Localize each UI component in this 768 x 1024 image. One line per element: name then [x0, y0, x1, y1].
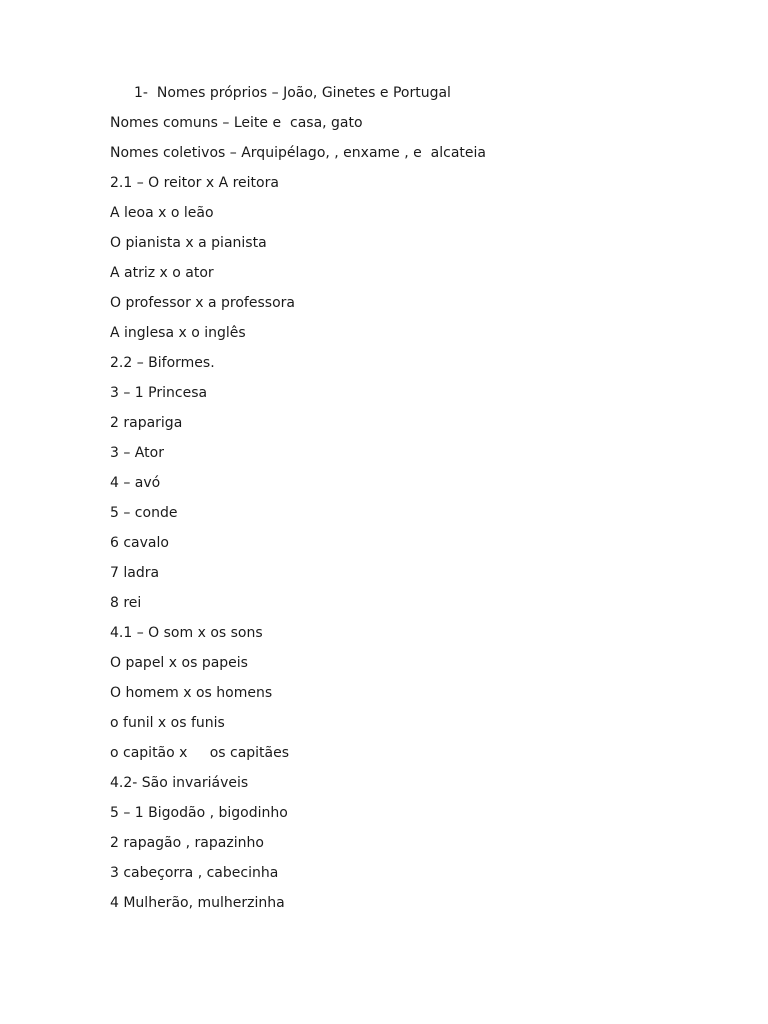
text-line: A atriz x o ator [110, 265, 214, 281]
text-line: 4.1 – O som x os sons [110, 625, 263, 641]
text-line: O pianista x a pianista [110, 235, 267, 251]
text-line: 4.2- São invariáveis [110, 775, 249, 791]
text-line: o capitão x os capitães [110, 745, 290, 761]
text-line: O homem x os homens [110, 685, 273, 701]
text-line: 3 – Ator [110, 445, 164, 461]
text-line: 3 cabeçorra , cabecinha [110, 865, 279, 881]
text-line: 2 rapariga [110, 415, 183, 431]
text-line: 2 rapagão , rapazinho [110, 835, 264, 851]
document-body [110, 83, 730, 923]
text-line: 5 – 1 Bigodão , bigodinho [110, 805, 288, 821]
list-item-1: 1- Nomes próprios – João, Ginetes e Portugal [134, 85, 451, 101]
text-line: 2.2 – Biformes. [110, 355, 215, 371]
text-line: Nomes coletivos – Arquipélago, , enxame , e alcateia [110, 145, 486, 161]
text-line: A inglesa x o inglês [110, 325, 246, 341]
text-line: 8 rei [110, 595, 142, 611]
text-line: o funil x os funis [110, 715, 225, 731]
text-line: O professor x a professora [110, 295, 295, 311]
text-line: A leoa x o leão [110, 205, 214, 221]
text-line: 4 Mulherão, mulherzinha [110, 895, 285, 911]
text-line: 5 – conde [110, 505, 178, 521]
text-line: 2.1 – O reitor x A reitora [110, 175, 279, 191]
text-line: 6 cavalo [110, 535, 169, 551]
text-line: Nomes comuns – Leite e casa, gato [110, 115, 363, 131]
text-line: 4 – avó [110, 475, 161, 491]
text-line: O papel x os papeis [110, 655, 248, 671]
text-line: 3 – 1 Princesa [110, 385, 208, 401]
text-line: 7 ladra [110, 565, 160, 581]
